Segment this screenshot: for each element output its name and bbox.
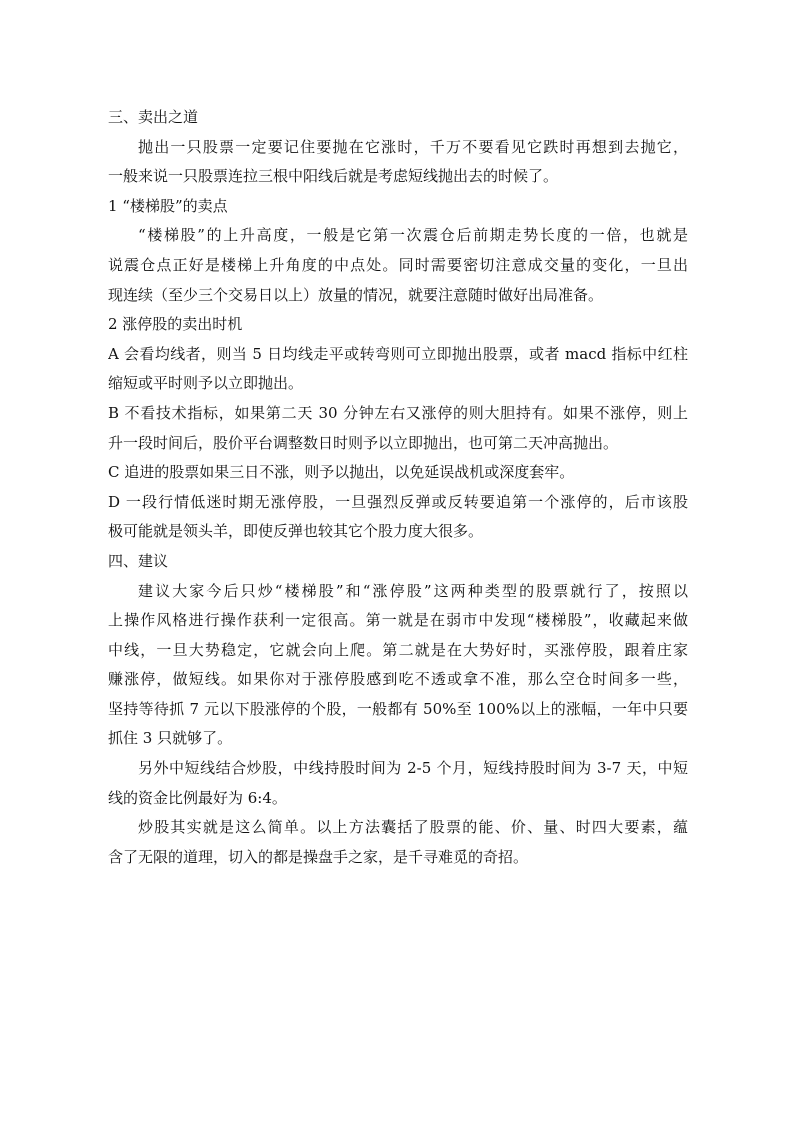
- section-heading-selling: 三、卖出之道: [108, 108, 199, 126]
- paragraph-line: 极可能就是领头羊，即使反弹也较其它个股力度大很多。: [108, 522, 484, 541]
- paragraph-line: 炒股其实就是这么简单。以上方法囊括了股票的能、价、量、时四大要素，蕴: [138, 818, 688, 837]
- paragraph-line: 中线，一旦大势稳定，它就会向上爬。第二就是在大势好时，买涨停股，跟着庄家: [108, 640, 688, 659]
- paragraph-line: 抛出一只股票一定要记住要抛在它涨时，千万不要看见它跌时再想到去抛它，: [138, 137, 688, 156]
- document-page: [108, 103, 688, 872]
- paragraph-line: 坚持等待抓 7 元以下股涨停的个股，一般都有 50%至 100%以上的涨幅，一年中只要: [108, 699, 688, 718]
- paragraph-line: 另外中短线结合炒股，中线持股时间为 2-5 个月，短线持股时间为 3-7 天，中短: [138, 759, 688, 778]
- paragraph-line: C 追进的股票如果三日不涨，则予以抛出，以免延误战机或深度套牢。: [108, 463, 575, 482]
- paragraph-line: D 一段行情低迷时期无涨停股，一旦强烈反弹或反转要追第一个涨停的，后市该股: [108, 492, 688, 511]
- paragraph-line: 含了无限的道理，切入的都是操盘手之家，是千寻难觅的奇招。: [108, 847, 529, 866]
- section-heading-advice: 四、建议: [108, 551, 169, 570]
- paragraph-line: 升一段时间后，股价平台调整数日时则予以立即抛出，也可第二天冲高抛出。: [108, 433, 619, 452]
- paragraph-line: 现连续（至少三个交易日以上）放量的情况，就要注意随时做好出局准备。: [108, 285, 604, 304]
- paragraph-line: 线的资金比例最好为 6:4。: [108, 788, 287, 807]
- paragraph-line: 赚涨停，做短线。如果你对于涨停股感到吃不透或拿不准，那么空仓时间多一些，: [108, 670, 688, 689]
- subheading-stair-stock: 1 “楼梯股”的卖点: [108, 196, 228, 215]
- paragraph-line: A 会看均线者，则当 5 日均线走平或转弯则可立即抛出股票，或者 macd 指标中红柱: [108, 344, 688, 363]
- paragraph-line: 抓住 3 只就够了。: [108, 729, 233, 748]
- subheading-limit-up-stock: 2 涨停股的卖出时机: [108, 315, 243, 334]
- paragraph-line: B 不看技术指标，如果第二天 30 分钟左右又涨停的则大胆持有。如果不涨停，则上: [108, 403, 688, 422]
- paragraph-line: “楼梯股”的上升高度，一般是它第一次震仓后前期走势长度的一倍，也就是: [138, 226, 688, 245]
- paragraph-line: 建议大家今后只炒“楼梯股”和“涨停股”这两种类型的股票就行了，按照以: [138, 581, 688, 600]
- paragraph-line: 上操作风格进行操作获利一定很高。第一就是在弱市中发现“楼梯股”，收藏起来做: [108, 611, 688, 630]
- paragraph-line: 说震仓点正好是楼梯上升角度的中点处。同时需要密切注意成交量的变化，一旦出: [108, 255, 688, 274]
- paragraph-line: 缩短或平时则予以立即抛出。: [108, 374, 304, 393]
- paragraph-line: 一般来说一只股票连拉三根中阳线后就是考虑短线抛出去的时候了。: [108, 167, 559, 186]
